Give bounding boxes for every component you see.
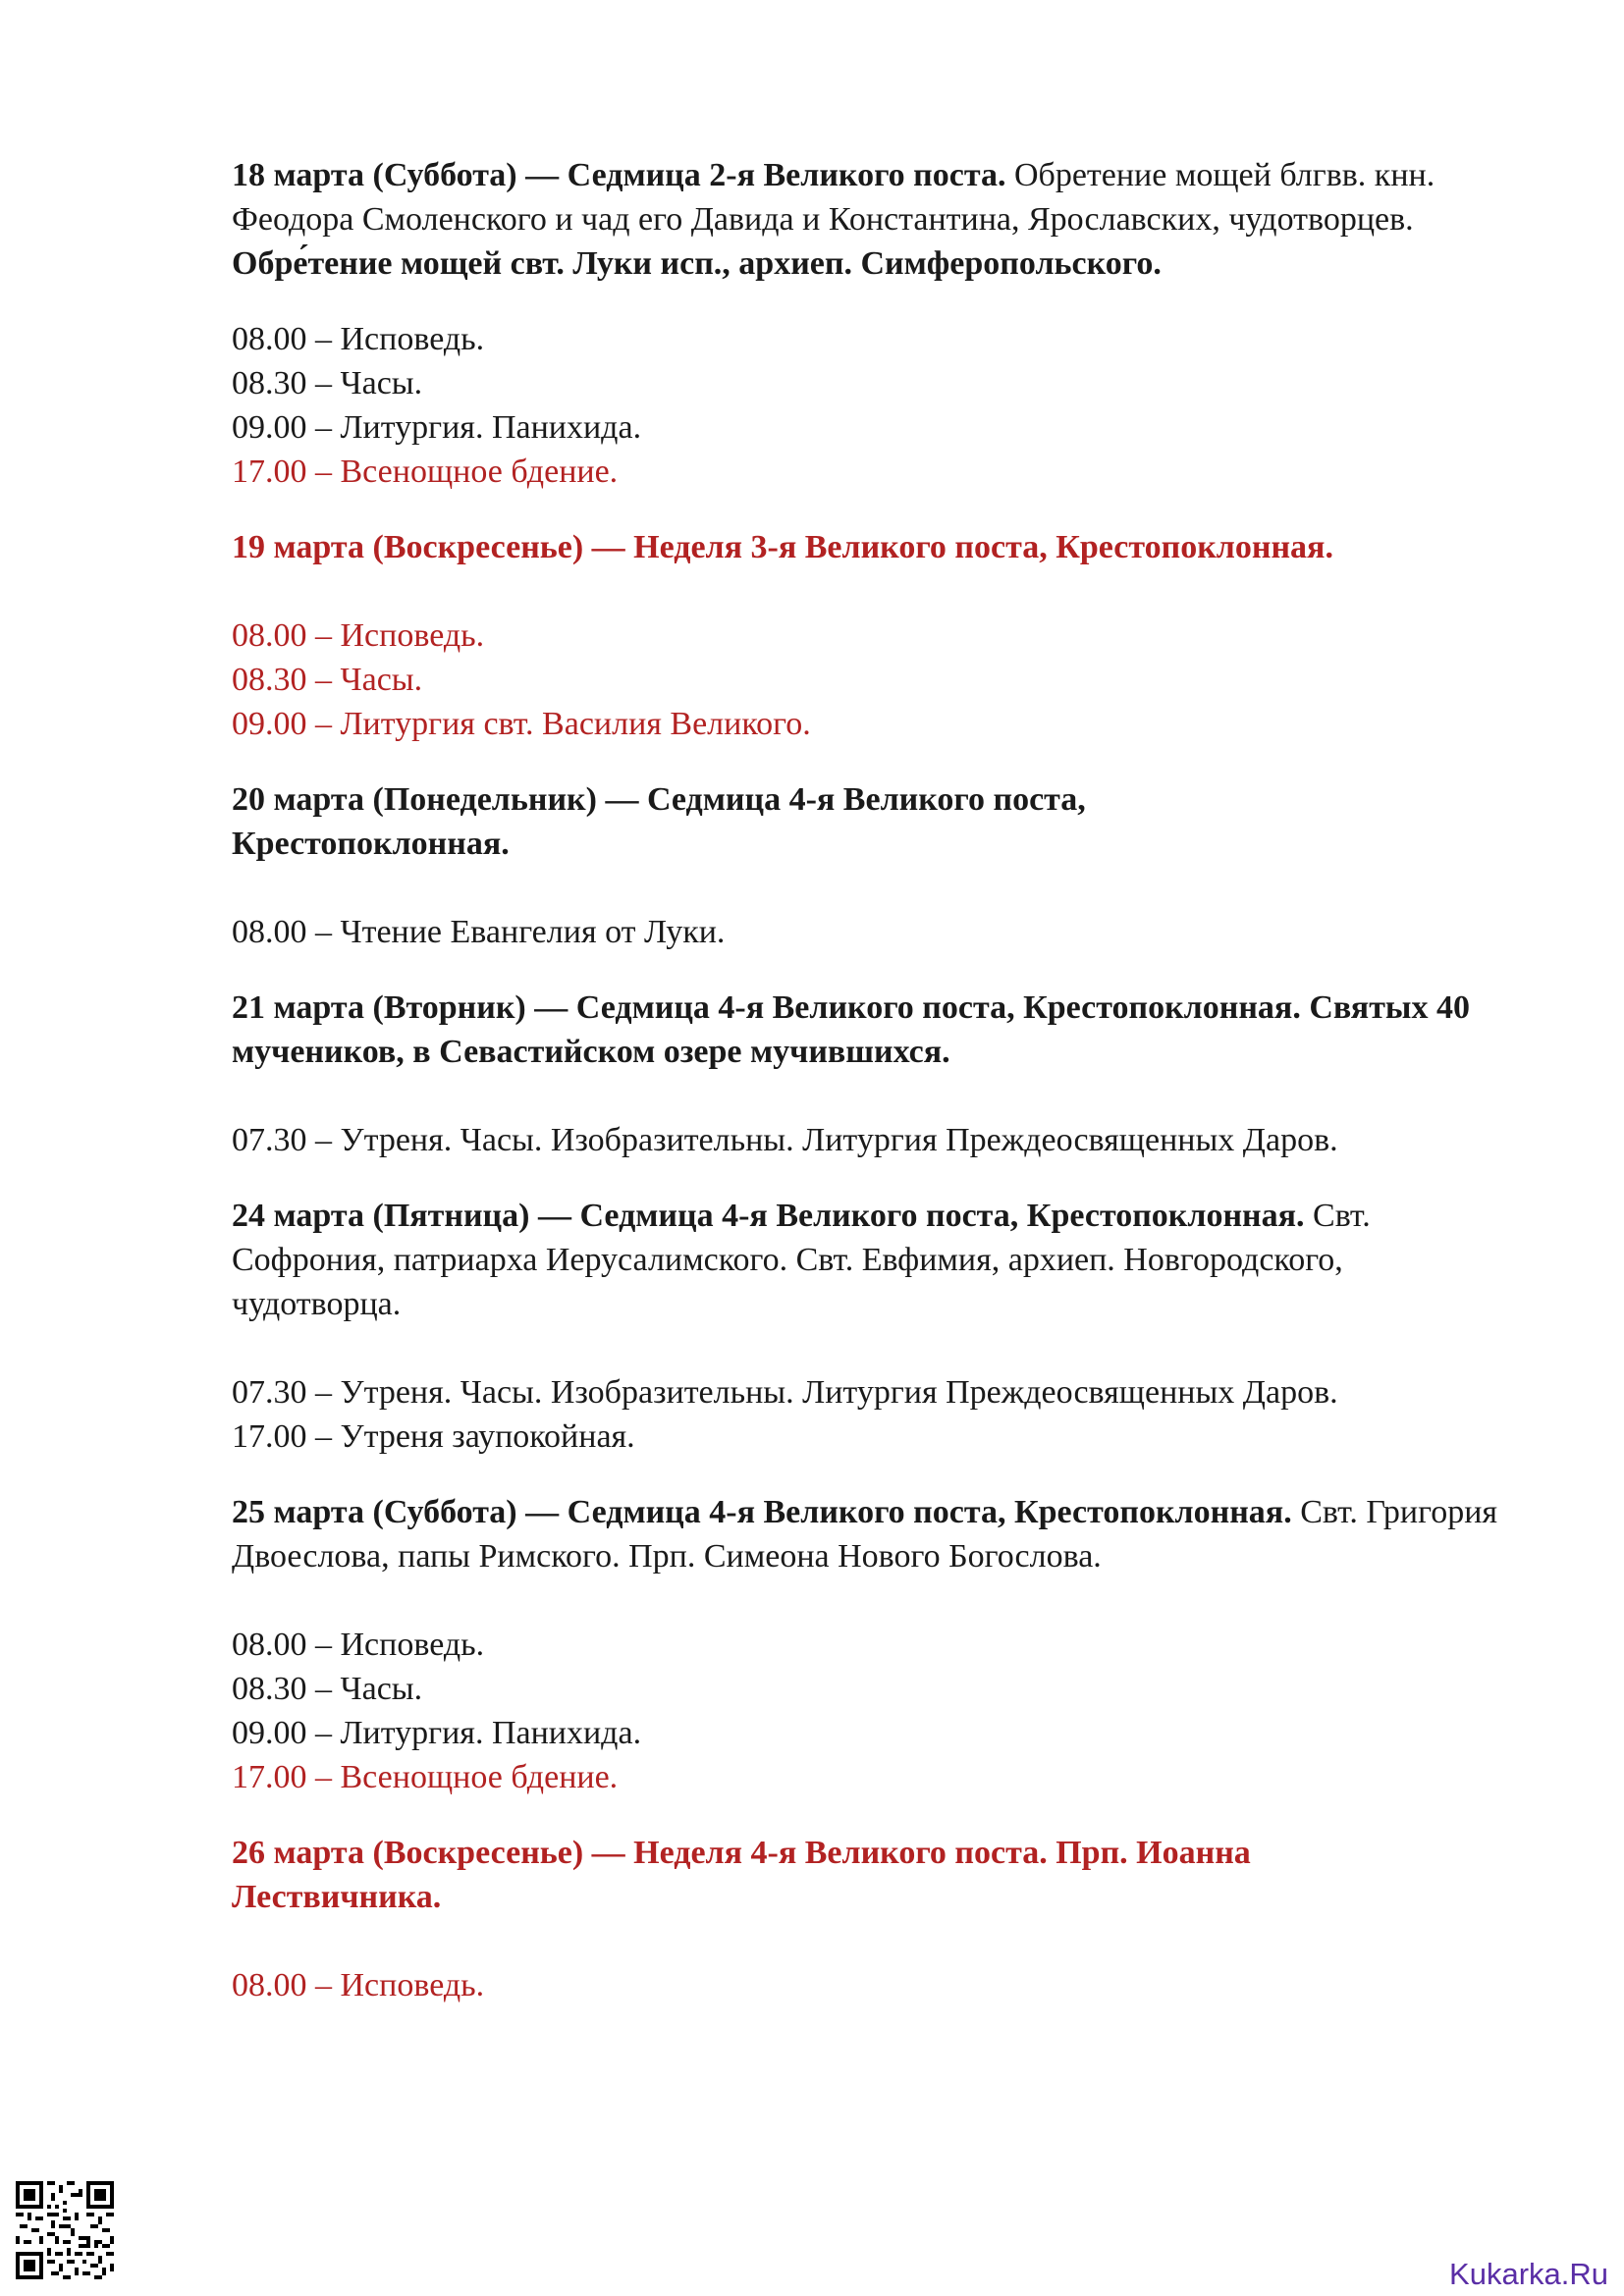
schedule-line: 07.30 – Утреня. Часы. Изобразительны. Литургия Преждеосвященных Даров.	[232, 1374, 1338, 1411]
entry-heading	[232, 1490, 1538, 1578]
entry-date-title: 21 марта (Вторник) — Седмица 4-я Великого поста, Крестопоклонная. Святых 40 мучеников, в Севастийском озере мучившихся.	[232, 989, 1470, 1070]
schedule-line: 07.30 – Утреня. Часы. Изобразительны. Литургия Преждеосвященных Даров.	[232, 1122, 1338, 1158]
entry-date-title: 20 марта (Понедельник) — Седмица 4-я Великого поста, Крестопоклонная.	[232, 781, 1086, 862]
entry-heading-festal	[232, 525, 1538, 569]
entry-date-title: 24 марта (Пятница) — Седмица 4-я Великого поста, Крестопоклонная.	[232, 1198, 1305, 1234]
schedule-line: 08.00 – Чтение Евангелия от Луки.	[232, 914, 726, 950]
schedule-line: 08.30 – Часы.	[232, 365, 423, 401]
schedule-line-festal: 09.00 – Литургия свт. Василия Великого.	[232, 706, 811, 742]
schedule-line: 08.00 – Исповедь.	[232, 1627, 485, 1663]
schedule-line: 09.00 – Литургия. Панихида.	[232, 409, 642, 446]
entry-date-title: 25 марта (Суббота) — Седмица 4-я Великого поста, Крестопоклонная.	[232, 1494, 1292, 1530]
schedule-line-festal: 17.00 – Всенощное бдение.	[232, 1759, 619, 1795]
entry-date-title: 26 марта (Воскресенье) — Неделя 4-я Великого поста. Прп. Иоанна Лествичника.	[232, 1835, 1251, 1915]
entry-heading	[232, 986, 1508, 1074]
schedule-line: 17.00 – Утреня заупокойная.	[232, 1418, 635, 1455]
entry-description-bold: Обре́тение мощей свт. Луки исп., архиеп. Симферопольского.	[232, 245, 1162, 282]
site-watermark-link[interactable]: Kukarka.Ru	[1449, 2257, 1608, 2291]
schedule-line: 08.00 – Исповедь.	[232, 321, 485, 357]
entry-description: Обретение мощей блгвв. кнн. Феодора Смоленского и чад его Давида и Константина, Ярославских, чудотворцев.	[232, 157, 1435, 238]
qr-code-icon	[16, 2181, 114, 2279]
entry-heading	[232, 1194, 1508, 1326]
schedule-line-festal: 17.00 – Всенощное бдение.	[232, 454, 619, 490]
entry-heading-festal	[232, 1831, 1410, 1919]
entry-heading	[232, 153, 1538, 286]
schedule-line-festal: 08.00 – Исповедь.	[232, 617, 485, 654]
entry-date-title: 18 марта (Суббота) — Седмица 2-я Великого поста.	[232, 157, 1006, 193]
entry-date-title: 19 марта (Воскресенье) — Неделя 3-я Великого поста, Крестопоклонная.	[232, 529, 1333, 565]
entry-description: Свт. Софрония, патриарха Иерусалимского. Свт. Евфимия, архиеп. Новгородского, чудотворца.	[232, 1198, 1371, 1322]
entry-description: Свт. Григория Двоеслова, папы Римского. Прп. Симеона Нового Богослова.	[232, 1494, 1498, 1575]
schedule-line: 09.00 – Литургия. Панихида.	[232, 1715, 642, 1751]
schedule-document	[232, 153, 1538, 2007]
schedule-line-festal: 08.00 – Исповедь.	[232, 1967, 485, 2003]
schedule-line-festal: 08.30 – Часы.	[232, 662, 423, 698]
schedule-line: 08.30 – Часы.	[232, 1671, 423, 1707]
entry-heading	[232, 777, 1223, 866]
